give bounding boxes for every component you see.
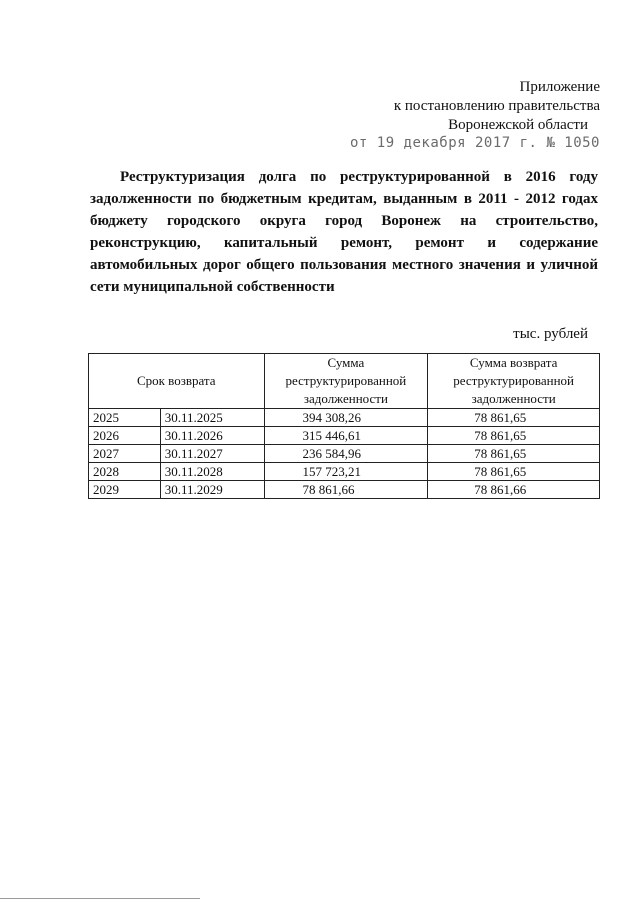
cell-return: 78 861,65: [428, 409, 600, 427]
table-row: [89, 463, 600, 481]
title-line: бюджету городского округа город Воронеж на строительство,: [90, 213, 598, 229]
decree-reference: к постановлению правительства: [393, 98, 600, 114]
region-name: Воронежской области: [448, 117, 588, 133]
cell-sum: 394 308,26: [264, 409, 428, 427]
title-line: Реструктуризация долга по реструктурированной в 2016 году: [120, 169, 598, 185]
cell-year: 2028: [89, 463, 161, 481]
cell-date: 30.11.2026: [160, 427, 264, 445]
table-header-row: [89, 354, 600, 409]
cell-sum: 157 723,21: [264, 463, 428, 481]
header-term: Срок возврата: [89, 354, 265, 409]
cell-date: 30.11.2028: [160, 463, 264, 481]
repayment-table: [88, 353, 600, 499]
title-line: задолженности по бюджетным кредитам, выданным в 2011 - 2012 годах: [90, 191, 598, 207]
cell-return: 78 861,66: [428, 481, 600, 499]
cell-date: 30.11.2029: [160, 481, 264, 499]
cell-date: 30.11.2027: [160, 445, 264, 463]
table-row: [89, 427, 600, 445]
units-label: тыс. рублей: [513, 326, 588, 342]
document-title: [90, 166, 598, 298]
cell-return: 78 861,65: [428, 463, 600, 481]
cell-sum: 78 861,66: [264, 481, 428, 499]
cell-date: 30.11.2025: [160, 409, 264, 427]
table-row: [89, 481, 600, 499]
cell-year: 2027: [89, 445, 161, 463]
cell-sum: 236 584,96: [264, 445, 428, 463]
cell-return: 78 861,65: [428, 445, 600, 463]
cell-sum: 315 446,61: [264, 427, 428, 445]
cell-year: 2026: [89, 427, 161, 445]
cell-return: 78 861,65: [428, 427, 600, 445]
table-row: [89, 445, 600, 463]
cell-year: 2029: [89, 481, 161, 499]
date-number-stamp: от 19 декабря 2017 г. № 1050: [349, 135, 600, 151]
bottom-divider: [0, 898, 200, 899]
appendix-header: [350, 78, 600, 153]
header-sum: Сумма реструктурированной задолженности: [264, 354, 428, 409]
title-line: автомобильных дорог общего пользования местного значения и уличной: [90, 257, 598, 273]
cell-year: 2025: [89, 409, 161, 427]
table-row: [89, 409, 600, 427]
header-return: Сумма возврата реструктурированной задолженности: [428, 354, 600, 409]
title-line: сети муниципальной собственности: [90, 279, 335, 295]
title-line: реконструкцию, капитальный ремонт, ремонт и содержание: [90, 235, 598, 251]
appendix-label: Приложение: [519, 79, 600, 95]
